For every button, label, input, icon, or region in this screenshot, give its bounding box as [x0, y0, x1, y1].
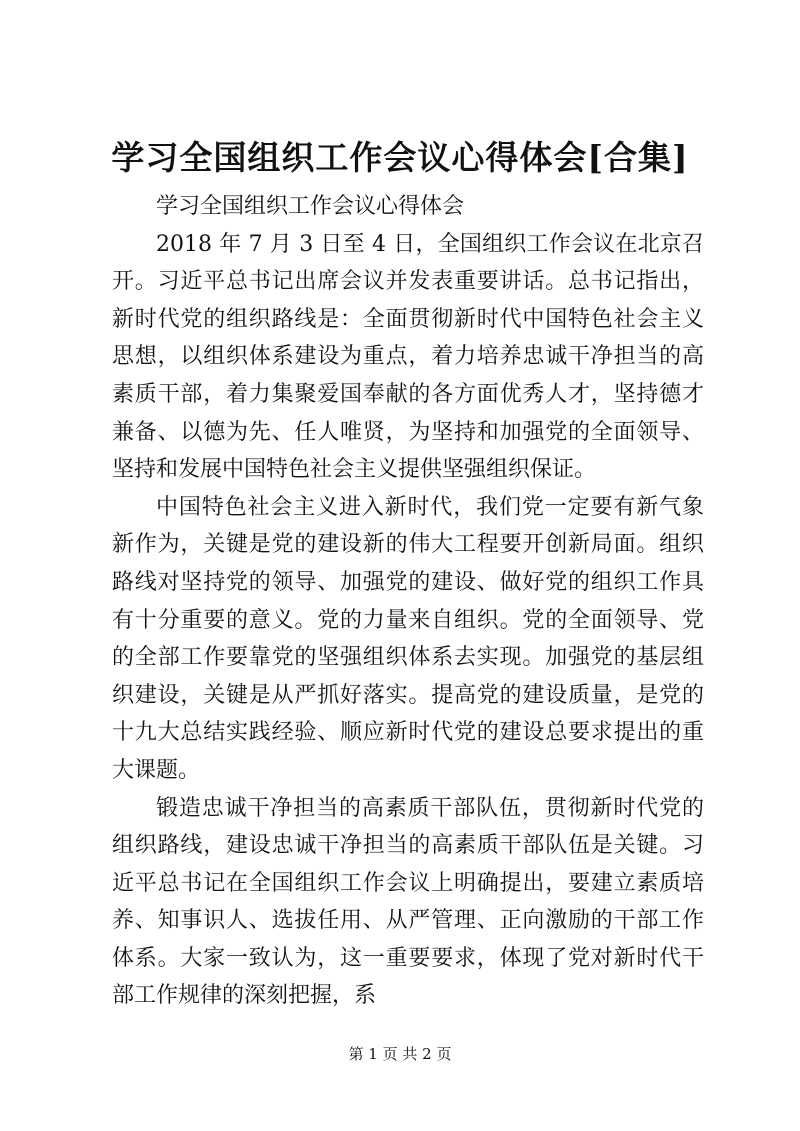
document-body — [112, 188, 704, 1015]
subtitle-paragraph: 学习全国组织工作会议心得体会 — [156, 194, 465, 219]
body-paragraph: 锻造忠诚干净担当的高素质干部队伍，贯彻新时代党的组织路线，建设忠诚干净担当的高素质干部队伍是关键。习近平总书记在全国组织工作会议上明确提出，要建立素质培养、知事识人、选拔任用、从严管理、正向激励的干部工作体系。大家一致认为，这一重要要求，体现了党对新时代干部工作规律的深刻把握，系 — [112, 795, 704, 1009]
body-paragraph: 中国特色社会主义进入新时代，我们党一定要有新气象新作为，关键是党的建设新的伟大工程要开创新局面。组织路线对坚持党的领导、加强党的建设、做好党的组织工作具有十分重要的意义。党的力量来自组织。党的全面领导、党的全部工作要靠党的坚强组织体系去实现。加强党的基层组织建设，关键是从严抓好落实。提高党的建设质量，是党的十九大总结实践经验、顺应新时代党的建设总要求提出的重大课题。 — [112, 494, 704, 783]
body-paragraph: 2018 年 7 月 3 日至 4 日，全国组织工作会议在北京召开。习近平总书记出席会议并发表重要讲话。总书记指出，新时代党的组织路线是：全面贯彻新时代中国特色社会主义思想，以组织体系建设为重点，着力培养忠诚干净担当的高素质干部，着力集聚爱国奉献的各方面优秀人才，坚持德才兼备、以德为先、任人唯贤，为坚持和加强党的全面领导、坚持和发展中国特色社会主义提供坚强组织保证。 — [112, 231, 704, 483]
page-footer: 第 1 页 共 2 页 — [348, 1045, 452, 1063]
page-title: 学习全国组织工作会议心得体会[合集] — [111, 138, 689, 177]
